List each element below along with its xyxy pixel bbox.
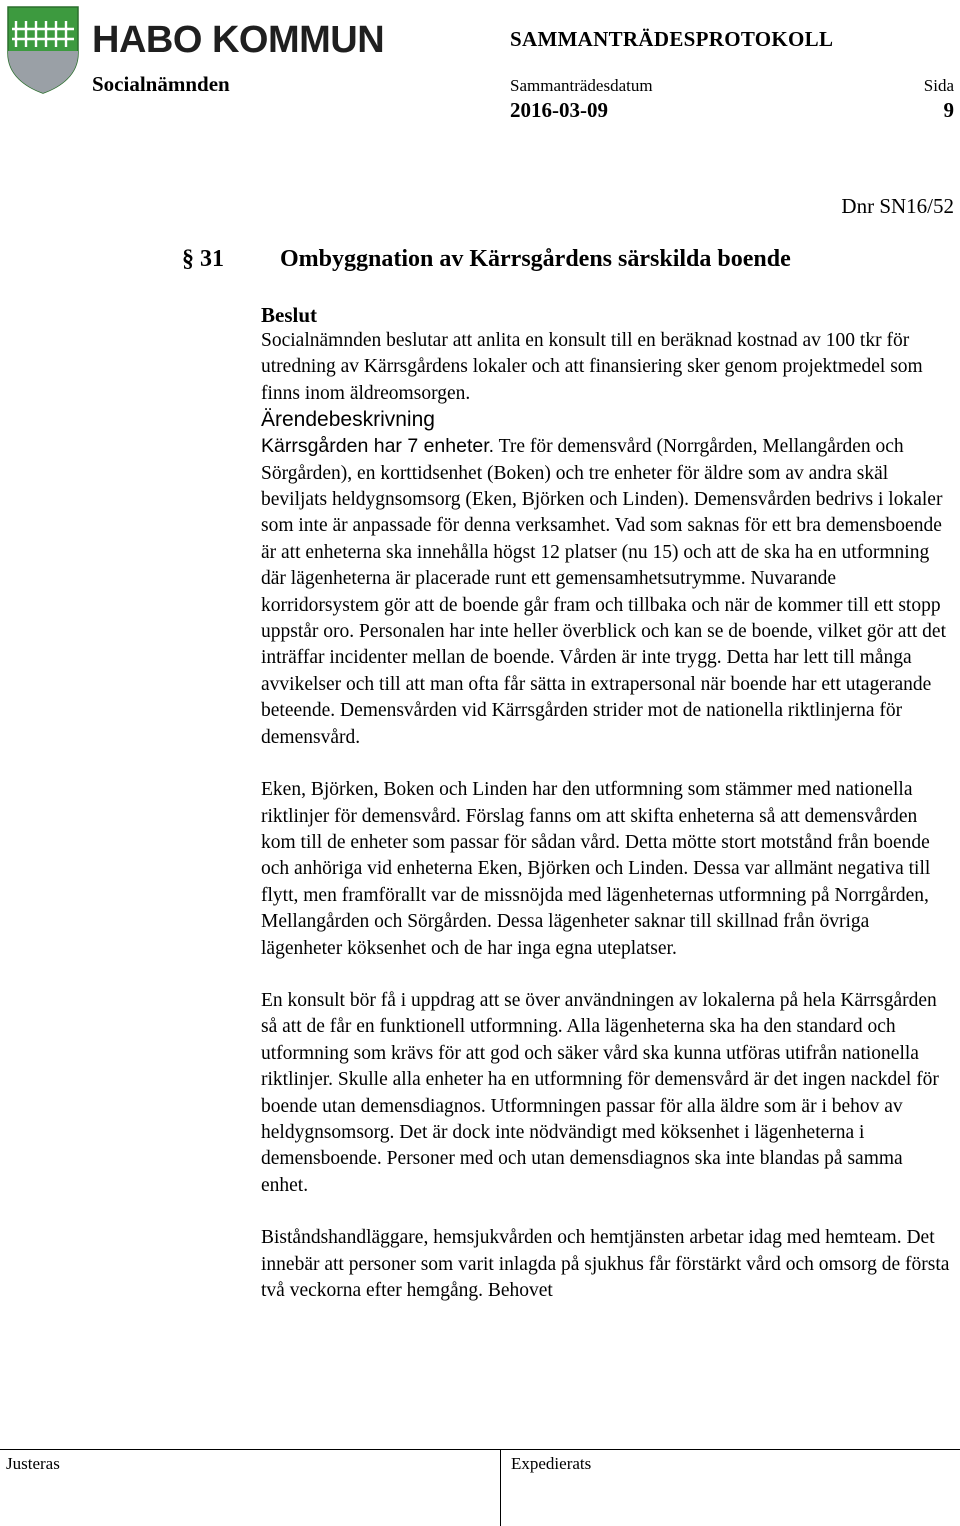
page-number: 9 (943, 98, 954, 122)
section-title: Ombyggnation av Kärrsgårdens särskilda boende (280, 246, 791, 272)
section-number: 31 (200, 246, 224, 272)
footer-expedierats-label: Expedierats (511, 1454, 592, 1473)
case-description-heading: Ärendebeskrivning (261, 408, 435, 432)
document-body (261, 302, 953, 1304)
section-heading (182, 244, 791, 274)
footer-column-divider (500, 1449, 501, 1526)
meeting-date-label: Sammanträdesdatum (510, 76, 653, 95)
case-paragraph-3: En konsult bör få i uppdrag att se över användningen av lokalerna på hela Kärrsgården så att de får en funktionell utformning. Alla lägenheterna ska ha den standard och utformning som krävs för att god och säker vård ska kunna utföras utifrån nationella riktlinjer. Skulle alla enheter ha en utformning för demensvård är det ingen nackdel för boende utan demensdiagnos. Utformningen passar för alla äldre som är i behov av heldygnsomsorg. Det är dock inte nödvändigt med köksenhet i lägenheterna i demensboende. Personer med och utan demensdiagnos ska inte blandas på samma enhet. (261, 989, 939, 1196)
document-type: SAMMANTRÄDESPROTOKOLL (510, 27, 834, 51)
footer-divider (0, 1449, 960, 1450)
page-label: Sida (923, 76, 954, 95)
case-paragraph-1 (261, 433, 953, 751)
meeting-date-value: 2016-03-09 (510, 98, 608, 122)
case-paragraph-4: Biståndshandläggare, hemsjukvården och hemtjänsten arbetar idag med hemteam. Det innebär att personer som varit inlagda på sjukhus får förstärkt vård och omsorg de första två veckorna efter hemgång. Behovet (261, 1227, 950, 1301)
decision-heading: Beslut (261, 303, 318, 327)
case-paragraph-2: Eken, Björken, Boken och Linden har den utformning som stämmer med nationella riktlinjer för demensvård. Förslag fanns om att skifta enheterna så att demensvården kom till de enheter som passar för sådan vård. Detta mötte stort motstånd från boende och anhöriga vid enheterna Eken, Björken och Linden. Dessa var allmänt negativa till flytt, men framförallt var de missnöjda med lägenheternas utformning på Norrgården, Mellangården och Sörgården. Dessa lägenheter saknar till skillnad från övriga lägenheter köksenhet och de har inga egna uteplatser. (261, 779, 931, 959)
footer-justeras-label: Justeras (6, 1454, 60, 1473)
case-number: Dnr SN16/52 (841, 194, 954, 218)
habo-kommun-shield-logo (6, 5, 80, 95)
brand-name: HABO KOMMUN (92, 19, 385, 61)
case-paragraph-1-lead: Kärrsgården har 7 enheter. (261, 435, 495, 458)
case-paragraph-1-rest: Tre för demensvård (Norrgården, Mellangården och Sörgården), en korttidsenhet (Boken) och tre enheter för äldre som av andra skäl beviljats heldygnsomsorg (Eken, Björken och Linden). Demensvården bedrivs i lokaler som inte är anpassade för denna verksamhet. Vad som saknas för ett bra demensboende är att enheterna ska innehålla högst 12 platser (nu 15) och att de ska ha en utformning där lägenheterna är placerade runt ett gemensamhetsutrymme. Nuvarande korridorsystem gör att de boende går fram och tillbaka och när de kommer till ett stopp uppstår oro. Personalen har inte heller överblick och kan se de boende, vilket gör att det inträffar incidenter mellan de boende. Vården är inte trygg. Detta har lett till många avvikelser och till att man ofta får sätta in extrapersonal när boende har ett utagerande beteende. Demensvården vid Kärrsgården strider mot de nationella riktlinjerna för demensvård. (261, 436, 946, 748)
paragraph-symbol: § (182, 246, 194, 272)
decision-text: Socialnämnden beslutar att anlita en konsult till en beräknad kostnad av 100 tkr för utredning av Kärrsgårdens lokaler och att finansiering sker genom projektmedel som finns inom äldreomsorgen. (261, 330, 923, 404)
committee-name: Socialnämnden (92, 72, 230, 96)
